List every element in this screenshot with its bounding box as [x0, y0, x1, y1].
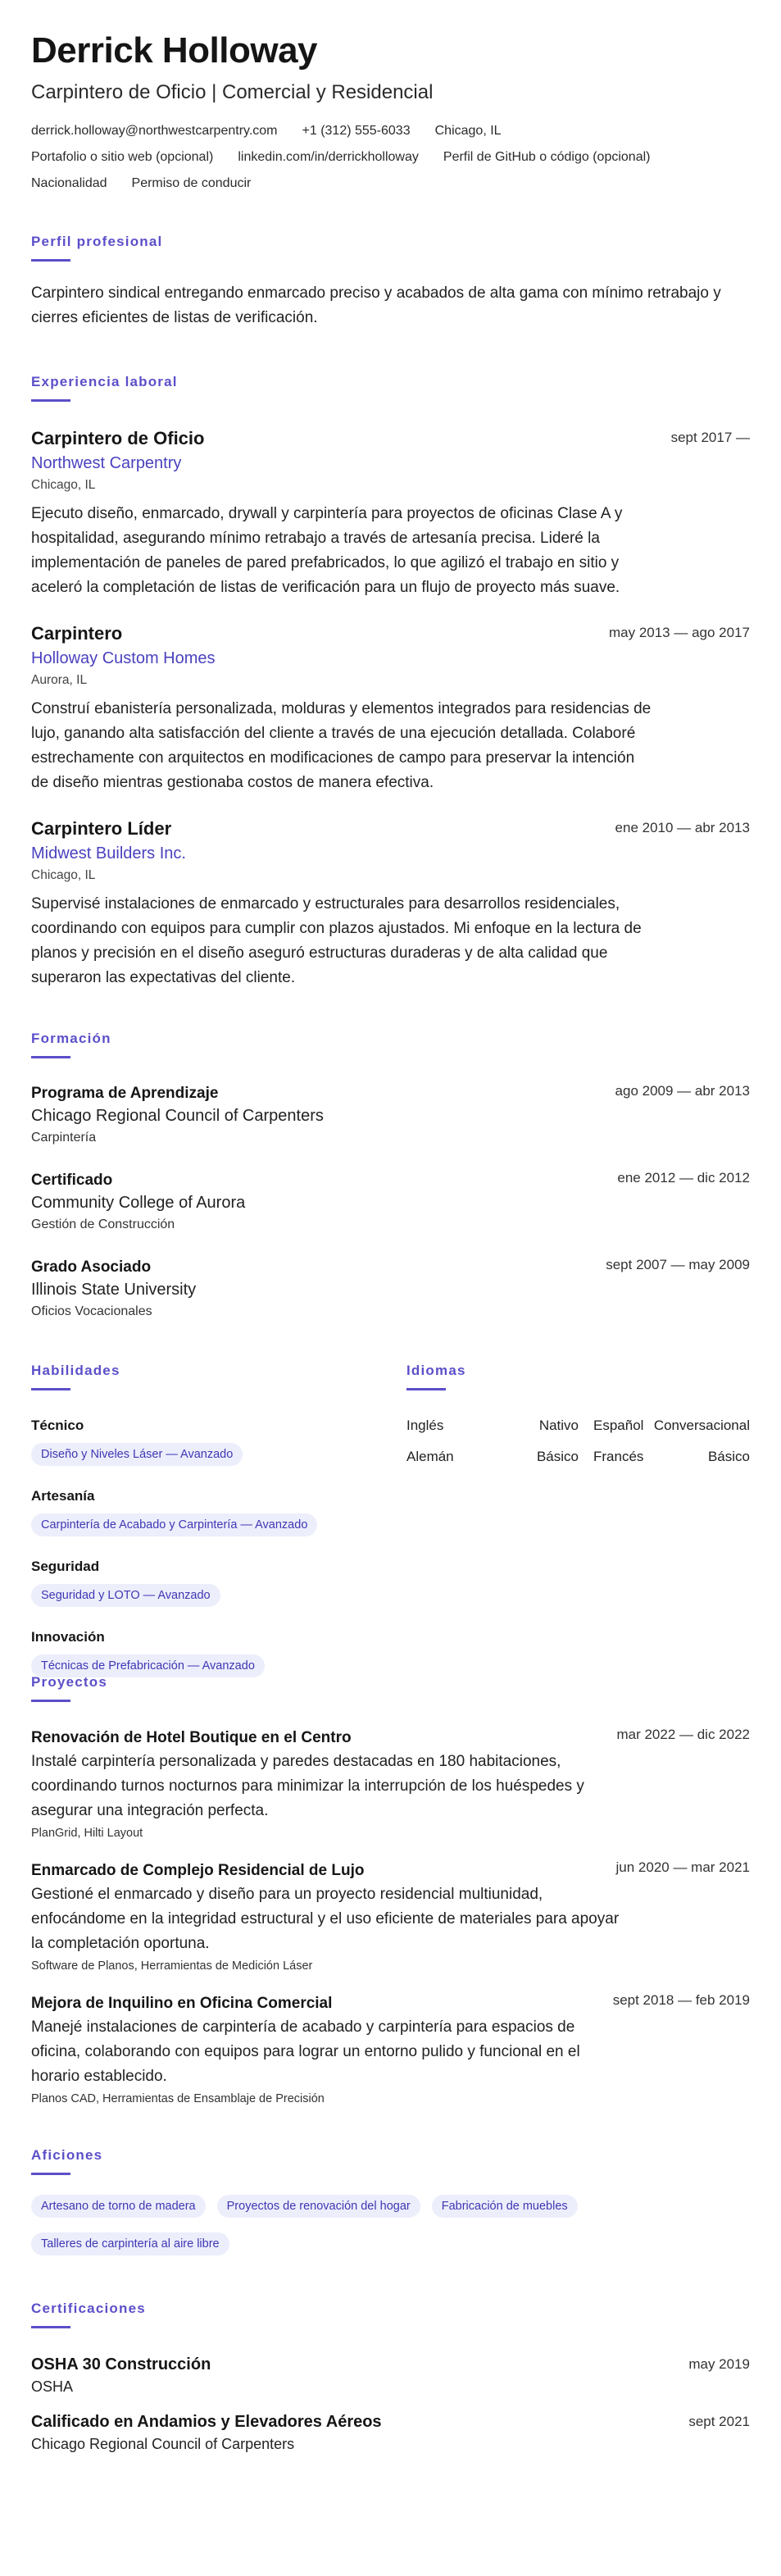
languages-column	[406, 1362, 750, 1472]
education-degree: Grado Asociado	[31, 1258, 152, 1276]
job-company: Northwest Carpentry	[31, 454, 182, 472]
language-row	[406, 1441, 750, 1472]
project-description: Gestioné el enmarcado y diseño para un proyecto residencial multiunidad, enfocándome en la integridad estructural y el uso eficiente de materiales para apoyar la completación oportuna.	[31, 1886, 620, 1952]
languages-grid	[406, 1410, 750, 1472]
project-description: Manejé instalaciones de carpintería de acabado y carpintería para espacios de oficina, colaborando con equipos para lograr un entorno pulido y funcional en el horario establecido.	[31, 2018, 580, 2085]
section-title-skills: Habilidades	[31, 1363, 120, 1378]
job-title: Carpintero Líder	[31, 818, 172, 839]
section-title-languages: Idiomas	[406, 1363, 466, 1378]
certification-entry	[31, 2410, 750, 2455]
skill-pill: Diseño y Niveles Láser — Avanzado	[31, 1443, 243, 1466]
hobby-pill: Fabricación de muebles	[432, 2195, 578, 2218]
project-dates: jun 2020 — mar 2021	[615, 1859, 750, 1875]
job-location: Chicago, IL	[31, 478, 96, 492]
education-field: Carpintería	[31, 1131, 97, 1145]
section-divider	[31, 259, 70, 262]
job-dates: may 2013 — ago 2017	[608, 625, 750, 640]
section-title-experience: Experiencia laboral	[31, 374, 178, 389]
education-degree: Programa de Aprendizaje	[31, 1085, 219, 1102]
section-divider	[31, 1388, 70, 1390]
skill-pill: Seguridad y LOTO — Avanzado	[31, 1584, 220, 1607]
contact-location: Chicago, IL	[434, 124, 502, 138]
certification-title: Calificado en Andamios y Elevadores Aéreos	[31, 2413, 382, 2431]
skill-pill: Carpintería de Acabado y Carpintería — Avanzado	[31, 1513, 317, 1536]
education-institution: Chicago Regional Council of Carpenters	[31, 1107, 324, 1125]
section-divider	[31, 1056, 70, 1058]
language-level: Básico	[707, 1449, 750, 1464]
contact-phone[interactable]: +1 (312) 555-6033	[302, 124, 411, 138]
skill-category: Artesanía	[31, 1488, 95, 1504]
job-description: Construí ebanistería personalizada, molduras y elementos integrados para residencias de lujo, ganando alta satisfacción del cliente a través de una ejecución detallada. Colaboré estrechamente con arquitectos en modificaciones de campo para preservar la intención de diseño mientras gestionaba costos de manera efectiva.	[31, 700, 652, 791]
skill-group	[31, 1627, 392, 1677]
profile-section	[31, 233, 750, 330]
education-dates: sept 2007 — may 2009	[606, 1257, 750, 1272]
project-dates: sept 2018 — feb 2019	[612, 1992, 750, 2008]
section-title-profile: Perfil profesional	[31, 234, 163, 249]
project-entry	[31, 1727, 750, 1843]
skill-group	[31, 1486, 392, 1536]
language-name: Inglés	[406, 1418, 444, 1433]
resume-header	[31, 30, 750, 197]
project-entry	[31, 1859, 750, 1976]
job-dates: sept 2017 —	[670, 430, 750, 445]
education-degree: Certificado	[31, 1172, 113, 1189]
profile-summary: Carpintero sindical entregando enmarcado preciso y acabados de alta gama con mínimo retrabajo y cierres eficientes de listas de verificación.	[31, 284, 721, 326]
hobby-pill: Artesano de torno de madera	[31, 2195, 206, 2218]
project-title: Enmarcado de Complejo Residencial de Lujo	[31, 1862, 365, 1879]
project-tools: PlanGrid, Hilti Layout	[31, 1827, 143, 1840]
certification-entry	[31, 2353, 750, 2397]
certifications-section	[31, 2300, 750, 2455]
language-row	[406, 1410, 750, 1441]
certification-date: may 2019	[688, 2356, 750, 2372]
job-company: Holloway Custom Homes	[31, 649, 216, 667]
education-institution: Community College of Aurora	[31, 1194, 246, 1212]
section-divider	[31, 1700, 70, 1702]
skill-category: Seguridad	[31, 1559, 100, 1574]
education-entry	[31, 1170, 750, 1236]
project-tools: Planos CAD, Herramientas de Ensamblaje de Precisión	[31, 2092, 325, 2105]
job-description: Supervisé instalaciones de enmarcado y estructurales para desarrollos residenciales, coordinando con equipos para cumplir con plazos ajustados. Mi enfoque en la lectura de planos y precisión en el diseño aseguró estructuras duraderas y de alta calidad que superaron las expectativas del cliente.	[31, 895, 642, 986]
job-company: Midwest Builders Inc.	[31, 844, 186, 862]
language-level: Conversacional	[653, 1418, 750, 1433]
skill-group	[31, 1556, 392, 1607]
certification-issuer: OSHA	[31, 2378, 74, 2395]
language-name: Alemán	[406, 1449, 454, 1464]
language-name: Francés	[593, 1449, 644, 1464]
job-title: Carpintero de Oficio	[31, 428, 205, 448]
section-title-education: Formación	[31, 1031, 111, 1046]
education-entry	[31, 1083, 750, 1149]
section-divider	[31, 2173, 70, 2175]
contact-row-2	[31, 144, 750, 171]
hobbies-section	[31, 2146, 750, 2270]
contact-row-1	[31, 118, 750, 144]
education-field: Oficios Vocacionales	[31, 1304, 152, 1318]
candidate-name: Derrick Holloway	[31, 30, 318, 71]
section-title-certifications: Certificaciones	[31, 2301, 146, 2316]
hobby-pill: Talleres de carpintería al aire libre	[31, 2232, 229, 2255]
contact-row-3	[31, 171, 750, 197]
language-level: Nativo	[538, 1418, 579, 1433]
contact-portfolio[interactable]: Portafolio o sitio web (opcional)	[31, 150, 214, 164]
skills-column	[31, 1362, 392, 1677]
project-title: Renovación de Hotel Boutique en el Centro	[31, 1729, 352, 1746]
education-institution: Illinois State University	[31, 1281, 197, 1299]
job-dates: ene 2010 — abr 2013	[615, 820, 750, 835]
job-description: Ejecuto diseño, enmarcado, drywall y carpintería para proyectos de oficinas Clase A y hospitalidad, asegurando mínimo retrabajo a través de artesanía precisa. Lideré la implementación de paneles de pared prefabricados, lo que agilizó el trabajo en sitio y aceleró la completación de listas de verificación para un flujo de proyecto más suave.	[31, 505, 623, 596]
job-entry	[31, 621, 750, 795]
certification-issuer: Chicago Regional Council of Carpenters	[31, 2436, 295, 2452]
project-description: Instalé carpintería personalizada y paredes destacadas en 180 habitaciones, coordinando turnos nocturnos para minimizar la interrupción de los huéspedes y asegurar una integración perfecta.	[31, 1753, 584, 1819]
education-entry	[31, 1257, 750, 1322]
skill-category: Innovación	[31, 1629, 105, 1645]
skill-category: Técnico	[31, 1418, 84, 1433]
job-entry	[31, 817, 750, 990]
language-name: Español	[593, 1418, 644, 1433]
certification-date: sept 2021	[688, 2414, 750, 2429]
candidate-headline: Carpintero de Oficio | Comercial y Residencial	[31, 81, 434, 103]
project-tools: Software de Planos, Herramientas de Medición Láser	[31, 1959, 313, 1973]
job-title: Carpintero	[31, 623, 123, 644]
project-title: Mejora de Inquilino en Oficina Comercial	[31, 1995, 333, 2012]
education-dates: ago 2009 — abr 2013	[615, 1083, 750, 1099]
skills-languages-section	[31, 1362, 750, 1673]
skill-pill: Técnicas de Prefabricación — Avanzado	[31, 1654, 265, 1677]
section-divider	[31, 399, 70, 402]
education-section	[31, 1030, 750, 1322]
hobby-pill: Proyectos de renovación del hogar	[217, 2195, 420, 2218]
contact-linkedin[interactable]: linkedin.com/in/derrickholloway	[238, 150, 419, 164]
section-divider	[406, 1388, 446, 1390]
education-field: Gestión de Construcción	[31, 1217, 175, 1231]
project-dates: mar 2022 — dic 2022	[616, 1727, 750, 1742]
contact-github[interactable]: Perfil de GitHub o código (opcional)	[443, 150, 651, 164]
hobby-list	[31, 2195, 654, 2270]
job-location: Chicago, IL	[31, 868, 96, 882]
project-entry	[31, 1992, 750, 2109]
language-level: Básico	[536, 1449, 579, 1464]
education-dates: ene 2012 — dic 2012	[617, 1170, 750, 1186]
section-title-hobbies: Aficiones	[31, 2147, 103, 2163]
contact-nationality: Nacionalidad	[31, 176, 107, 190]
experience-section	[31, 373, 750, 990]
projects-section	[31, 1673, 750, 2109]
certification-title: OSHA 30 Construcción	[31, 2355, 211, 2373]
job-entry	[31, 426, 750, 600]
skill-group	[31, 1415, 392, 1466]
section-title-projects: Proyectos	[31, 1674, 108, 1690]
contact-email[interactable]: derrick.holloway@northwestcarpentry.com	[31, 124, 278, 138]
section-divider	[31, 2326, 70, 2328]
job-location: Aurora, IL	[31, 673, 88, 687]
contact-drivers-license: Permiso de conducir	[131, 176, 252, 190]
